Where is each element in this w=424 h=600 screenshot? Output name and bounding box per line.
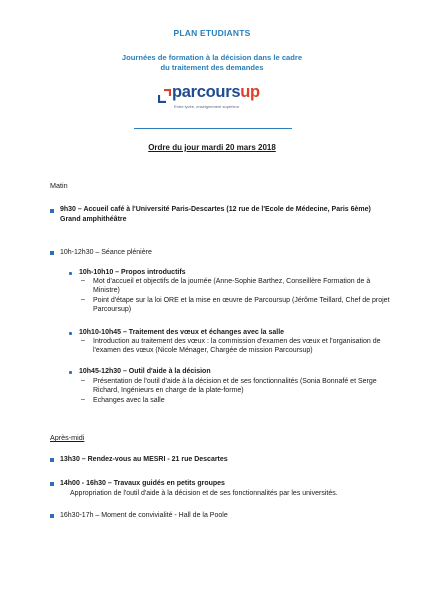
- bullet-dot-icon: [69, 332, 72, 335]
- session-1-detail-1: Mot d'accueil et objectifs de la journée (Anne-Sophie Barthez, Conseillère Formation de à: [93, 278, 371, 285]
- session-2-detail-1-cont: l'examen des vœux (Nicole Ménager, Chargée de mission Parcoursup): [93, 347, 313, 354]
- session-3-detail-1-cont: Richard, Ingénieurs en charge de la plate-forme): [93, 387, 244, 394]
- parcoursup-logo: [158, 80, 278, 120]
- bullet-dot-icon: [69, 371, 72, 374]
- logo-wordmark: parcoursup: [172, 83, 260, 101]
- bullet-square-icon: [50, 458, 54, 462]
- session-3-detail-1: Présentation de l'outil d'aide à la décision et de ses fonctionnalités (Sonia Bonnafé et Serge: [93, 378, 377, 385]
- session-3-title: 10h45-12h30 – Outil d'aide à la décision: [79, 368, 211, 375]
- dash-icon: –: [81, 377, 85, 384]
- section-afternoon: Après-midi: [50, 433, 85, 442]
- section-morning: Matin: [50, 181, 68, 190]
- morning-item-1: 9h30 – Accueil café à l'Université Paris-Descartes (12 rue de l'Ecole de Médecine, Paris 6ème): [60, 206, 371, 213]
- session-1-detail-1-cont: Ministre): [93, 287, 120, 294]
- logo-arrow-icon: [158, 89, 171, 103]
- session-1-detail-2: Point d'étape sur la loi ORE et la mise en œuvre de Parcoursup (Jérôme Teillard, Chef de projet: [93, 297, 390, 304]
- session-3-detail-2: Echanges avec la salle: [93, 397, 165, 404]
- bullet-square-icon: [50, 482, 54, 486]
- header-rule: [134, 128, 292, 129]
- session-1-title: 10h-10h10 – Propos introductifs: [79, 269, 186, 276]
- dash-icon: –: [81, 337, 85, 344]
- subtitle-line-2: du traitement des demandes: [160, 63, 264, 72]
- session-2-title: 10h10-10h45 – Traitement des vœux et échanges avec la salle: [79, 329, 285, 336]
- session-1-detail-2-cont: Parcoursup): [93, 306, 132, 313]
- dash-icon: –: [81, 396, 85, 403]
- bullet-square-icon: [50, 514, 54, 518]
- subtitle-line-1: Journées de formation à la décision dans le cadre: [121, 53, 303, 62]
- plan-title: PLAN ETUDIANTS: [173, 28, 251, 38]
- logo-tagline: Entre lycée, enseignement supérieur: [174, 104, 240, 109]
- agenda-title: Ordre du jour mardi 20 mars 2018: [148, 143, 276, 152]
- afternoon-item-2-desc: Appropriation de l'outil d'aide à la décision et de ses fonctionnalités par les universités.: [70, 490, 338, 497]
- bullet-square-icon: [50, 209, 54, 213]
- afternoon-item-2: 14h00 - 16h30 – Travaux guidés en petits groupes: [60, 480, 225, 487]
- afternoon-item-1: 13h30 – Rendez-vous au MESRI - 21 rue Descartes: [60, 456, 228, 463]
- afternoon-item-3: 16h30-17h – Moment de convivialité - Hall de la Poole: [60, 512, 228, 519]
- morning-item-2: 10h-12h30 – Séance plénière: [60, 249, 152, 256]
- morning-item-1-venue: Grand amphithéâtre: [60, 216, 127, 223]
- dash-icon: –: [81, 277, 85, 284]
- dash-icon: –: [81, 296, 85, 303]
- session-2-detail-1: Introduction au traitement des vœux : la commission d'examen des vœux et l'organisation de: [93, 338, 381, 345]
- bullet-square-icon: [50, 251, 54, 255]
- bullet-dot-icon: [69, 272, 72, 275]
